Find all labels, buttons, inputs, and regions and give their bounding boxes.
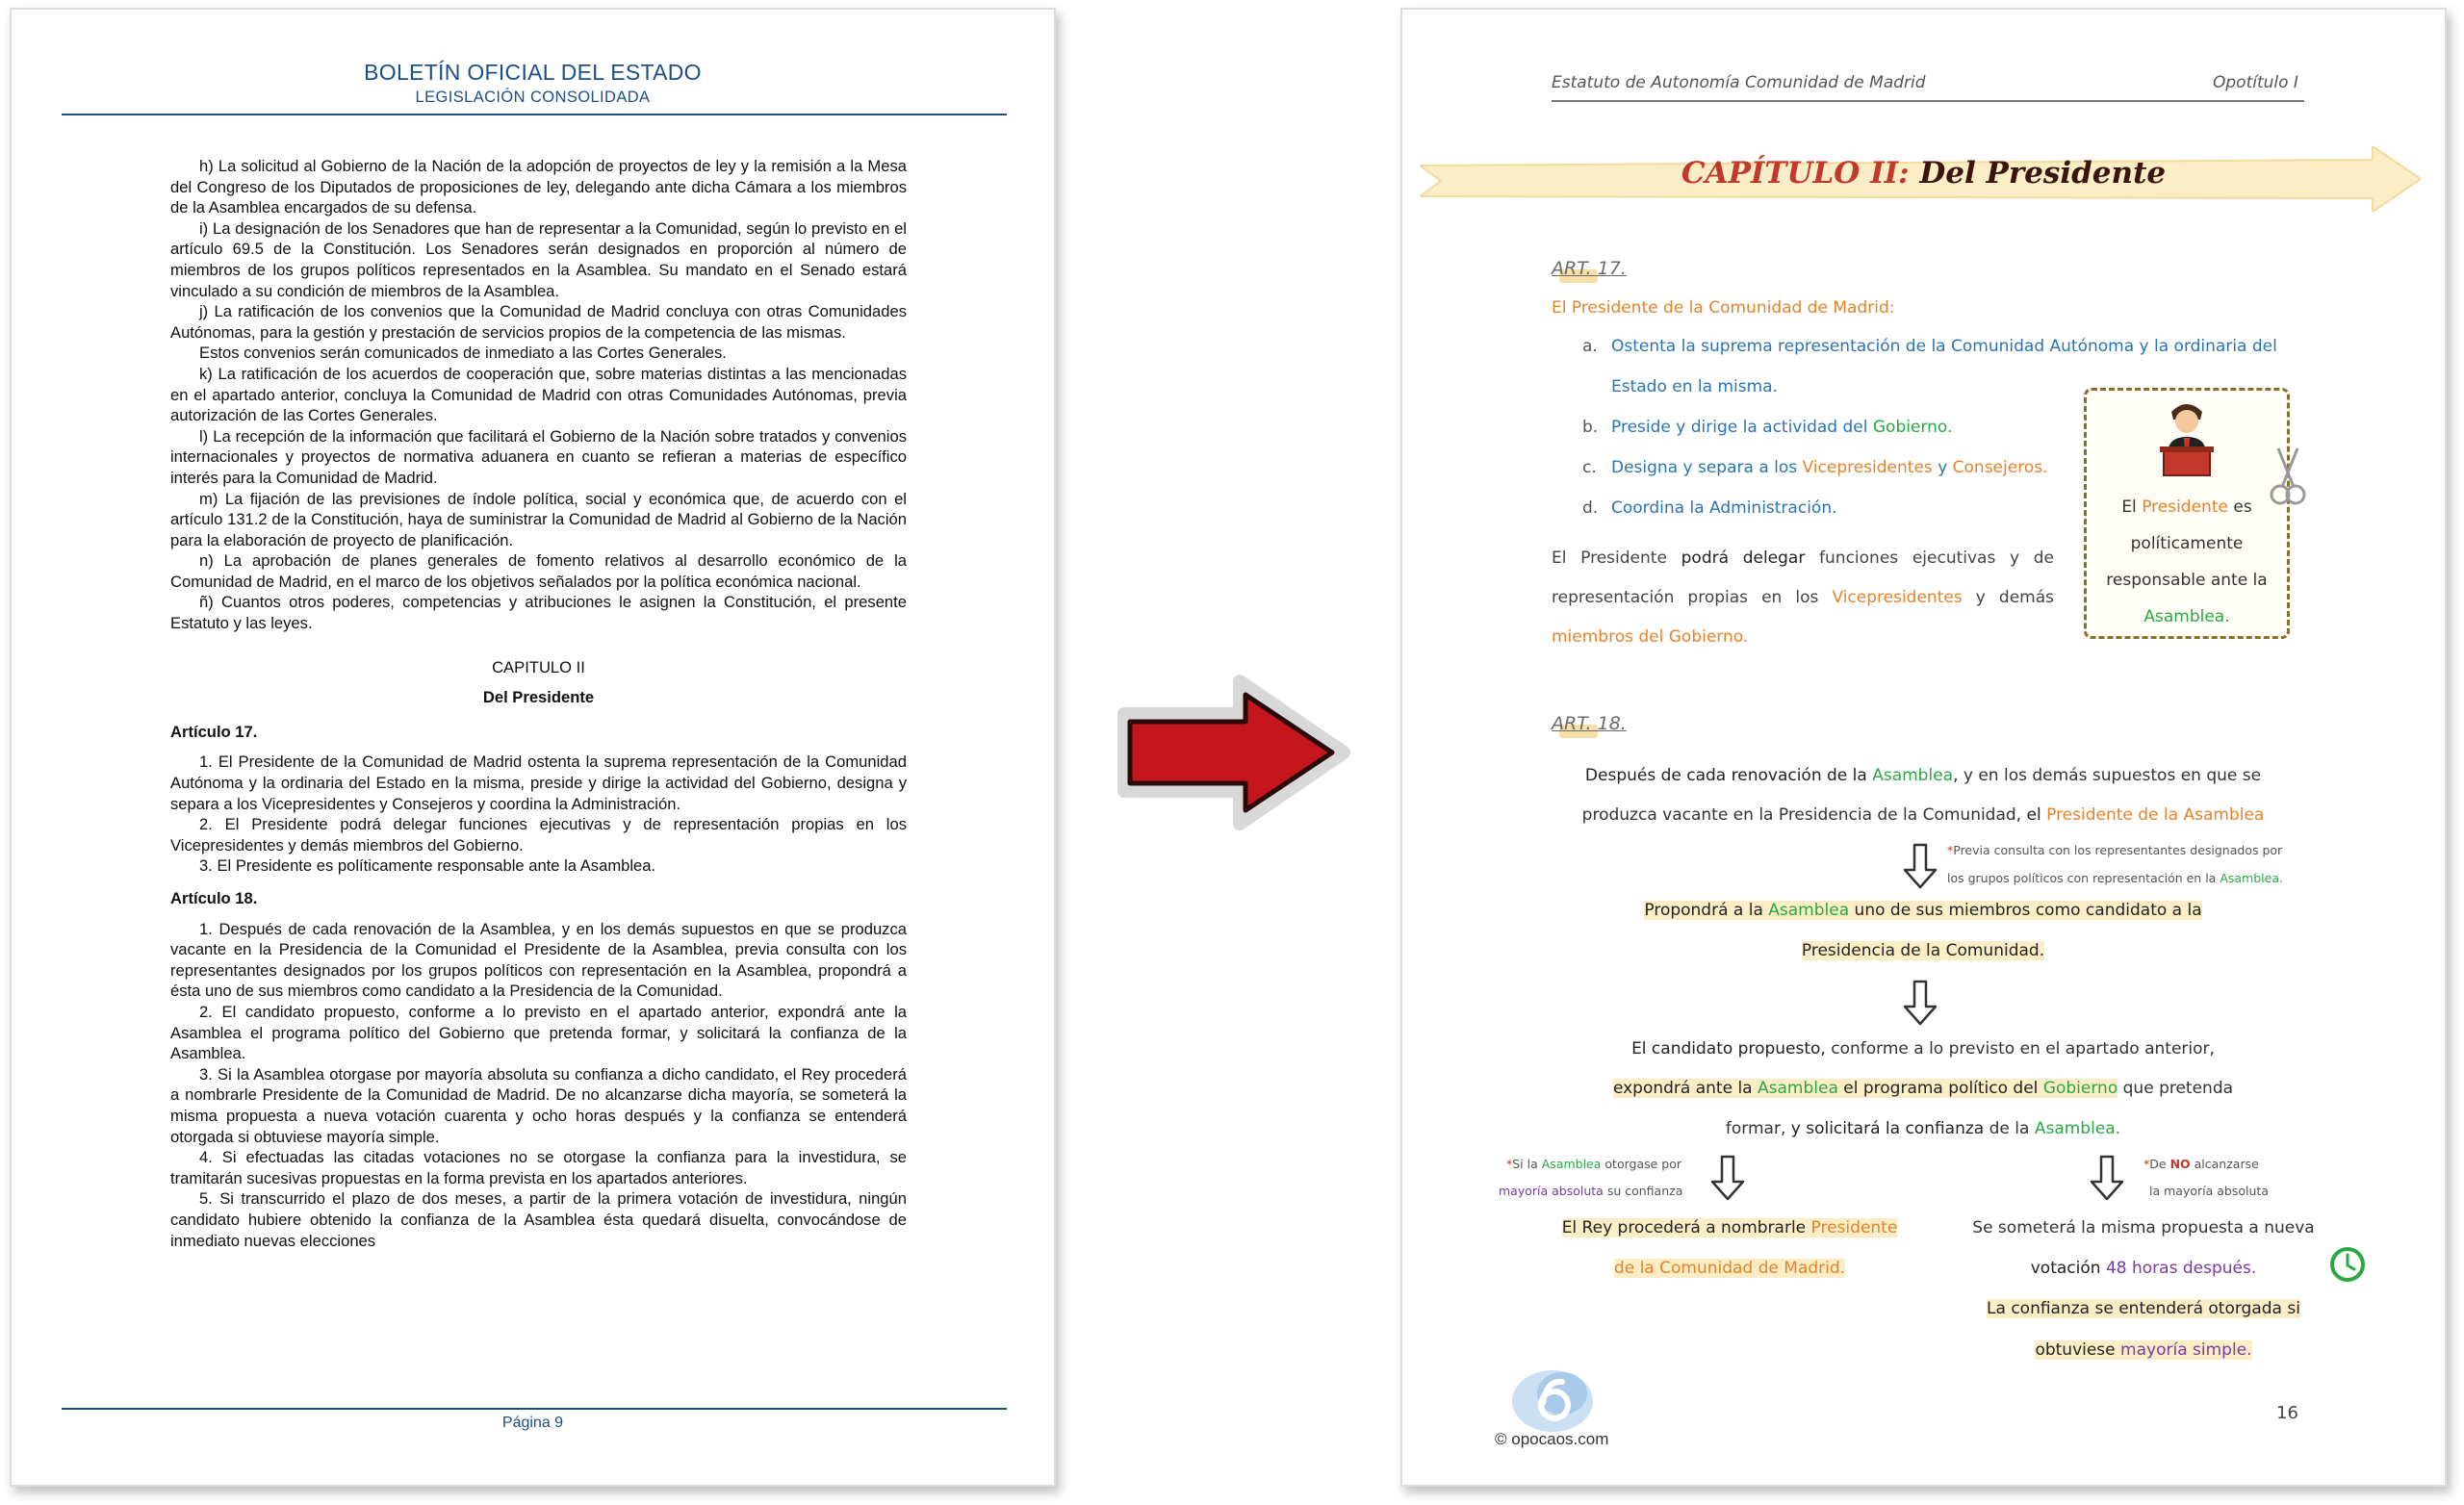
text: produzca vacante en la Presidencia de la Comunidad,	[1581, 805, 2022, 825]
chapter-title	[1402, 156, 2445, 191]
keyword: Presidente de la Asamblea	[2046, 805, 2265, 825]
text: Después de cada renovación de la	[1584, 766, 1867, 785]
list-letter: d.	[1582, 498, 1599, 518]
text: representación propias en los	[1552, 588, 1819, 607]
text: es	[2233, 497, 2252, 517]
text: , y en los demás supuestos en que se	[1953, 766, 2262, 785]
article-17-p1: 1. El Presidente de la Comunidad de Madrid ostenta la suprema representación de la Comunidad Autónoma y la ordinaria del Estado en la misma, preside y dirige la actividad del Gobierno, designa y separa a los Vicepresidentes y Consejeros y coordina la Administración.	[170, 752, 907, 813]
flow-line-propose-2	[1547, 941, 2299, 960]
keyword: Gobierno	[2042, 1079, 2118, 1098]
article-18-p5: 5. Si transcurrido el plazo de dos meses, a partir de la primera votación de investidura, ningún candidato hubiere obtenido la confianza de la Asamblea ésta quedará disuelta, convocándose de inmediato nuevas elecciones	[170, 1189, 907, 1250]
chapter-number: CAPÍTULO II:	[1681, 156, 1910, 191]
text: conforme a lo previsto en el apartado anterior,	[1831, 1039, 2215, 1059]
article-18-heading: Artículo 18.	[170, 889, 258, 907]
delegate-line-1	[1552, 548, 2054, 568]
keyword: Asamblea.	[2220, 871, 2283, 885]
flow-note-right-2	[2149, 1184, 2269, 1198]
article-17-p3: 3. El Presidente es políticamente responsable ante la Asamblea.	[199, 856, 656, 876]
paragraph-i: i) La designación de los Senadores que han de representar a la Comunidad, según lo previsto en el artículo 69.5 de la Constitución. Los Senadores serán designados en proporción al número de miembros de los grupos políticos representados en la Asamblea. Su mandato en el Senado estará vinculado a su condición de miembros de la Asamblea.	[170, 218, 907, 300]
paragraph-j: j) La ratificación de los convenios que la Comunidad de Madrid concluya con otras Comunidades Autónomas, para la gestión y prestación de servicios propios de la competencia de las mismas.	[170, 302, 907, 342]
highlighted-text: La confianza se entenderá otorgada si	[1987, 1299, 2300, 1318]
highlighted-text	[1644, 901, 2201, 920]
down-arrow-icon	[1903, 980, 1938, 1026]
list-text: Designa y separa a los	[1611, 458, 1798, 477]
flow-note-1	[1947, 843, 2282, 857]
flow-note-left-2	[1499, 1184, 1682, 1198]
list-item-c	[1582, 458, 2047, 477]
list-keyword: Gobierno.	[1872, 418, 1953, 437]
article-18-p2: 2. El candidato propuesto, conforme a lo previsto en el apartado anterior, expondrá ante la Asamblea el programa político del Gobierno que pretenda formar, y solicitará la confianza de la Asamblea.	[170, 1002, 907, 1063]
branch-right-line-2	[1941, 1259, 2346, 1278]
asterisk: *	[2143, 1157, 2150, 1171]
art-17-intro	[1552, 298, 1895, 318]
text: otorgase por	[1604, 1157, 1682, 1171]
boe-page	[10, 8, 1056, 1487]
paragraph-l: l) La recepción de la información que facilitará el Gobierno de la Nación sobre tratados y convenios internacionales y proyectos de normativa aduanera en cuanto se refieran a materias de específico interés para la Comunidad de Madrid.	[170, 426, 907, 487]
highlighted-text	[2035, 1340, 2251, 1360]
list-item-a-cont	[1611, 377, 1778, 396]
highlighted-text	[1613, 1079, 2118, 1098]
branch-right-line-4	[1941, 1340, 2346, 1360]
text: Si la	[1512, 1157, 1538, 1171]
text: la mayoría absoluta	[2149, 1184, 2269, 1198]
flow-line-expound	[1547, 1079, 2299, 1098]
text: obtuviese	[2035, 1340, 2116, 1360]
keyword: NO	[2169, 1157, 2191, 1171]
president-at-podium-icon	[2158, 398, 2216, 477]
text: expondrá ante la	[1612, 1079, 1753, 1098]
list-item-a	[1582, 337, 2277, 356]
delegate-line-3: miembros del Gobierno.	[1552, 627, 1749, 647]
text: El	[2121, 497, 2137, 517]
branch-left-line-1	[1537, 1218, 1922, 1237]
asterisk: *	[1947, 843, 1954, 857]
branch-right-line-3	[1941, 1299, 2346, 1318]
footer-rule	[62, 1408, 1007, 1410]
keyword: 48 horas después.	[2105, 1259, 2257, 1278]
paragraph-h: h) La solicitud al Gobierno de la Nación de la adopción de proyectos de ley y la remisión a la Mesa del Congreso de los Diputados de proposiciones de ley, delegando ante dicha Cámara a los miembros de la Asamblea encargados de su defensa.	[170, 157, 907, 217]
branch-right-line-1	[1941, 1218, 2346, 1237]
article-18-p1: 1. Después de cada renovación de la Asamblea, y en los demás supuestos en que se produzca vacante en la Presidencia de la Comunidad el Presidente de la Asamblea, previa consulta con los representantes designados por los grupos políticos con representación en la Asamblea, propondrá a ésta uno de sus miembros como candidato a la Presidencia de la Comunidad.	[170, 919, 907, 1001]
notes-page	[1400, 8, 2447, 1487]
down-arrow-icon	[2090, 1155, 2124, 1201]
note-line: responsable ante la	[2106, 571, 2268, 590]
list-keyword: Consejeros.	[1952, 458, 2048, 477]
text: votación	[2030, 1259, 2101, 1278]
logo-text: © opocaos.com	[1495, 1430, 1609, 1448]
keyword: Asamblea	[1758, 1079, 1838, 1098]
highlighted-text	[1562, 1218, 1898, 1237]
text: Propondrá a la	[1644, 901, 1763, 920]
paragraph-enye: ñ) Cuantos otros poderes, competencias y atribuciones le asignen la Constitución, el presente Estatuto y las leyes.	[170, 593, 907, 633]
boe-title: BOLETÍN OFICIAL DEL ESTADO	[364, 60, 702, 85]
paragraph-m: m) La fijación de las previsiones de índole política, social y económica que, de acuerdo con el artículo 131.2 de la Constitución, haya de suministrar la Comunidad de Madrid al Gobierno de la Nación para la elaboración de proyecto de planificación.	[170, 489, 907, 549]
header-rule	[62, 114, 1007, 115]
keyword: mayoría absoluta	[1499, 1184, 1604, 1198]
article-17-heading: Artículo 17.	[170, 722, 258, 741]
flow-note-1b	[1947, 871, 2283, 885]
text: Se someterá la misma propuesta a nueva	[1972, 1218, 2315, 1237]
text: Previa consulta con los representantes designados por	[1953, 843, 2283, 857]
text: que pretenda	[2122, 1079, 2234, 1098]
list-item-b	[1582, 418, 1952, 437]
list-text: Estado en la misma.	[1611, 377, 1778, 396]
note-line: políticamente	[2130, 534, 2244, 553]
chapter-name: Del Presidente	[1919, 156, 2167, 191]
list-letter: c.	[1582, 458, 1597, 477]
article-17-p2: 2. El Presidente podrá delegar funciones ejecutivas y de representación propias en los Vicepresidentes y demás miembros del Gobierno.	[170, 815, 907, 855]
flow-note-right	[2143, 1157, 2259, 1171]
highlighted-keyword: de la Comunidad de Madrid.	[1613, 1259, 1846, 1278]
list-keyword: Vicepresidentes	[1802, 458, 1933, 477]
header-rule	[1552, 100, 2304, 102]
keyword: Asamblea	[1768, 901, 1850, 920]
list-text: Ostenta la suprema representación de la Comunidad Autónoma y la ordinaria del	[1611, 337, 2277, 356]
keyword: Asamblea	[1541, 1157, 1602, 1171]
keyword: Presidente	[2142, 497, 2228, 517]
flow-line-form	[1547, 1119, 2299, 1138]
chapter-title: Del Presidente	[482, 688, 595, 707]
chapter-heading: CAPITULO II	[492, 657, 585, 676]
list-letter: b.	[1582, 418, 1599, 437]
delegate-line-2	[1552, 588, 2054, 607]
keyword: y solicitará la confianza	[1790, 1119, 1985, 1138]
header-right: Opotítulo I	[2213, 73, 2298, 92]
boe-body	[170, 156, 907, 1251]
highlighted-text: Presidencia de la Comunidad.	[1801, 941, 2045, 960]
president-intro: El Presidente de la Comunidad de Madrid:	[1552, 298, 1895, 318]
flow-note-left	[1506, 1157, 1681, 1171]
list-text: Preside y dirige la actividad del	[1611, 418, 1868, 437]
page-footer: Página 9	[501, 1415, 564, 1431]
keyword: mayoría simple.	[2120, 1340, 2252, 1360]
text: De	[2149, 1157, 2167, 1171]
flow-line-propose	[1547, 901, 2299, 920]
text: funciones ejecutivas y de	[1819, 548, 2055, 568]
branch-left-line-2	[1537, 1259, 1922, 1278]
flow-line-2	[1547, 805, 2299, 825]
header-left: Estatuto de Autonomía Comunidad de Madrid	[1552, 73, 1926, 92]
list-letter: a.	[1582, 337, 1598, 356]
keyword: Presidente	[1810, 1218, 1898, 1237]
paragraph-k: k) La ratificación de los acuerdos de cooperación que, sobre materias distintas a las mencionadas en el apartado anterior, concluya la Comunidad de Madrid con otras Comunidades Autónomas, previa autorización de las Cortes Generales.	[170, 364, 907, 425]
text: su confianza	[1606, 1184, 1683, 1198]
note-box	[2084, 388, 2290, 639]
text: uno de sus miembros como candidato a la	[1854, 901, 2202, 920]
text: alcanzarse	[2194, 1157, 2259, 1171]
text: y demás	[1975, 588, 2054, 607]
text: El Presidente	[1552, 548, 1667, 568]
list-text: y	[1938, 458, 1948, 477]
down-arrow-icon	[1903, 843, 1938, 889]
paragraph-n: n) La aprobación de planes generales de fomento relativos al desarrollo económico de la Comunidad de Madrid, en el marco de los objetivos señalados por la política económica nacional.	[170, 551, 907, 591]
down-arrow-icon	[1710, 1155, 1745, 1201]
logo-icon	[1508, 1365, 1601, 1436]
scissors-icon	[2269, 445, 2307, 508]
paragraph-convenios: Estos convenios serán comunicados de inmediato a las Cortes Generales.	[199, 344, 727, 363]
text: El Rey procederá a nombrarle	[1561, 1218, 1807, 1237]
keyword: Vicepresidentes	[1832, 588, 1963, 607]
clock-icon	[2328, 1245, 2367, 1284]
text: El candidato propuesto,	[1631, 1039, 1826, 1059]
art-18-label: ART. 18.	[1552, 713, 1627, 734]
note-box-text	[2087, 489, 2287, 635]
text: el	[2026, 805, 2041, 825]
note-line: Asamblea.	[2143, 607, 2230, 626]
keyword: podrá delegar	[1681, 548, 1806, 568]
text: de la	[1989, 1119, 2030, 1138]
art-17-label: ART. 17.	[1552, 258, 1627, 279]
article-18-p3: 3. Si la Asamblea otorgase por mayoría absoluta su confianza a dicho candidato, el Rey procederá a nombrarle Presidente de la Comunidad de Madrid. De no alcanzarse dicha mayoría, se someterá la misma propuesta a nueva votación cuarenta y ocho horas después y la confianza se entenderá otorgada si obtuviese mayoría simple.	[170, 1064, 907, 1146]
list-item-d	[1582, 498, 1837, 518]
text: los grupos políticos con representación en la	[1947, 871, 2217, 885]
text: el programa político del	[1843, 1079, 2039, 1098]
page-number: 16	[2276, 1403, 2298, 1423]
flow-line-candidate	[1547, 1039, 2299, 1059]
keyword: Asamblea	[1872, 766, 1954, 785]
right-arrow-icon	[1116, 674, 1352, 832]
flow-line-1	[1547, 766, 2299, 785]
boe-subtitle: LEGISLACIÓN CONSOLIDADA	[415, 89, 651, 106]
asterisk: *	[1506, 1157, 1513, 1171]
list-text: Coordina la Administración.	[1611, 498, 1837, 518]
article-18-p4: 4. Si efectuadas las citadas votaciones no se otorgase la confianza para la investidura, se tramitarán sucesivas propuestas en la forma prevista en los apartados anteriores.	[170, 1148, 907, 1187]
note-line	[2087, 489, 2287, 525]
keyword: Asamblea.	[2034, 1119, 2121, 1138]
text: formar,	[1725, 1119, 1786, 1138]
